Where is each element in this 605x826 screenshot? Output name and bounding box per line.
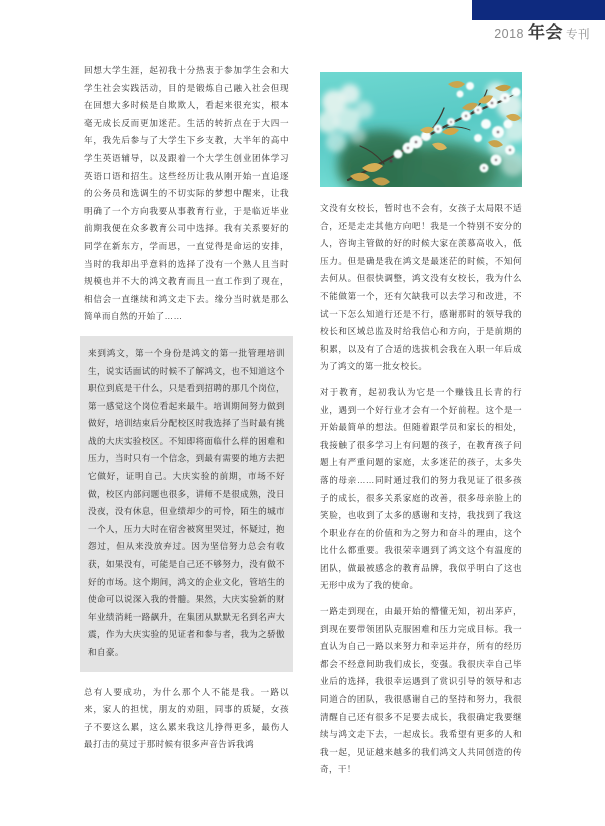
highlighted-callout-block xyxy=(80,336,293,672)
masthead-subtitle: 专刊 xyxy=(566,29,590,41)
left-column xyxy=(84,62,289,754)
right-paragraph-1: 文没有女校长，暂时也不会有，女孩子太局限不适合，还是走走其他方向吧！我是一个特别不安分的人，咨询主管做的好的时候大家在羡慕高收入，低压力。但是确是我在鸿文是最迷茫的时候，不知何去何从。但很快调整，鸿文没有女校长，我为什么不能做第一个，还有欠缺我可以去学习和改进，不试一下怎么知道行还是不行，感谢那时的领导我的校长和区域总监及时给我信心和方向，于是前期的积累，以及有了合适的选拔机会我在入职一年后成为了鸿文的第一批女校长。 xyxy=(320,203,522,372)
masthead-main-title: 年会 xyxy=(528,23,563,42)
right-column xyxy=(320,62,522,779)
blossom-photo-artwork xyxy=(320,72,522,187)
callout-paragraph: 来到鸿文，第一个身份是鸿文的第一批管理培训生，说实话面试的时候不了解鸿文，也不知道这个职位到底是干什么，只是看到招聘的那几个岗位，第一感觉这个岗位看起来最牛。培训期间努力做到做好，培训结束后分配校区时我选择了当时最有挑战的大庆实验校区。不知即将面临什么样的困难和压力，当时只有一个信念，到最有需要的地方去把它做好，证明自己。大庆实验的前期，市场不好做，校区内部问题也很多，讲师不是很成熟，没日没夜，没有休息，但业绩却少的可怜，陌生的城市一个人，压力大时在宿舍被窝里哭过，怀疑过，抱怨过，但从来没放弃过。因为坚信努力总会有收获，如果没有，可能是自己还不够努力，没有做不好的市场。这个期间，鸿文的企业文化，管培生的使命可以说深入我的骨髓。果然，大庆实验新的财年业绩消耗一路飙升，在集团从默默无名到名声大震，作为大庆实验的见证者和参与者，我为之骄傲和自豪。 xyxy=(88,347,285,657)
left-tail-paragraph: 总有人要成功，为什么那个人不能是我。一路以来，家人的担忧，朋友的劝阻，同事的质疑，女孩子不要这么累，这么累来我这儿挣得更多，最伤人最打击的莫过于那时候有很多声音告诉我鸿 xyxy=(84,686,289,750)
masthead-accent-bar xyxy=(472,0,605,20)
right-paragraph-2: 对于教育，起初我认为它是一个赚钱且长青的行业，遇到一个好行业才会有一个好前程。这个是一开始最简单的想法。但随着跟学员和家长的相处，我接触了很多学习上有问题的孩子，在教育孩子问题上有严重问题的家庭，太多迷茫的孩子，太多失落的母亲……同时通过我们的努力我见证了很多孩子的成长，很多关系家庭的改善，很多母亲脸上的笑脸，也收到了太多的感谢和支持，我找到了我这个职业存在的价值和为之努力和奋斗的理由，这个比什么都重要。我很荣幸遇到了鸿文这个有温度的团队，做最被感念的教育品牌，我似乎明白了这也无形中成为了我的使命。 xyxy=(320,386,522,591)
blossom-photo xyxy=(320,72,522,187)
masthead-title xyxy=(400,22,590,44)
right-paragraph-3: 一路走到现在，由最开始的懵懂无知，初出茅庐，到现在要带领团队克服困难和压力完成目标。我一直认为自己一路以来努力和幸运并存，所有的经历都会不经意间助我们成长，变强。我很庆幸自己毕业后的选择，我很幸运遇到了赏识引导的领导和志同道合的团队，我很感谢自己的坚持和努力，我很清醒自己还有很多不足要去成长，我很确定我要继续与鸿文走下去，一起成长。我希望有更多的人和我一起，见证越来越多的我们鸿文人共同创造的传奇，干！ xyxy=(320,606,522,775)
page-masthead xyxy=(0,0,605,48)
masthead-year: 2018 xyxy=(494,27,524,41)
left-intro-paragraph: 回想大学生涯，起初我十分热衷于参加学生会和大学生社会实践活动，目的是锻炼自己融入社会但现在回想大多时候是自欺欺人，看起来很充实，根本毫无成长反而更加迷茫。生活的转折点在于大四一年，我先后参与了大学生下乡支教，大半年的高中学生英语辅导，以及跟着一个大学生创业团体学习英语口语和招生。这些经历让我从刚开始一直追逐的公务员和选调生的不切实际的梦想中醒来，让我明确了一个方向我要从事教育行业，于是临近毕业前期我便在众多教育公司中选择。我有关系要好的同学在新东方，学而思，一直觉得是命运的安排，当时的我却出乎意料的选择了没有一个熟人且当时规模也并不大的鸿文教育而且一直工作到了现在，相信会一直继续和鸿文走下去。缘分当时就是那么简单而自然的开始了…… xyxy=(84,65,289,322)
